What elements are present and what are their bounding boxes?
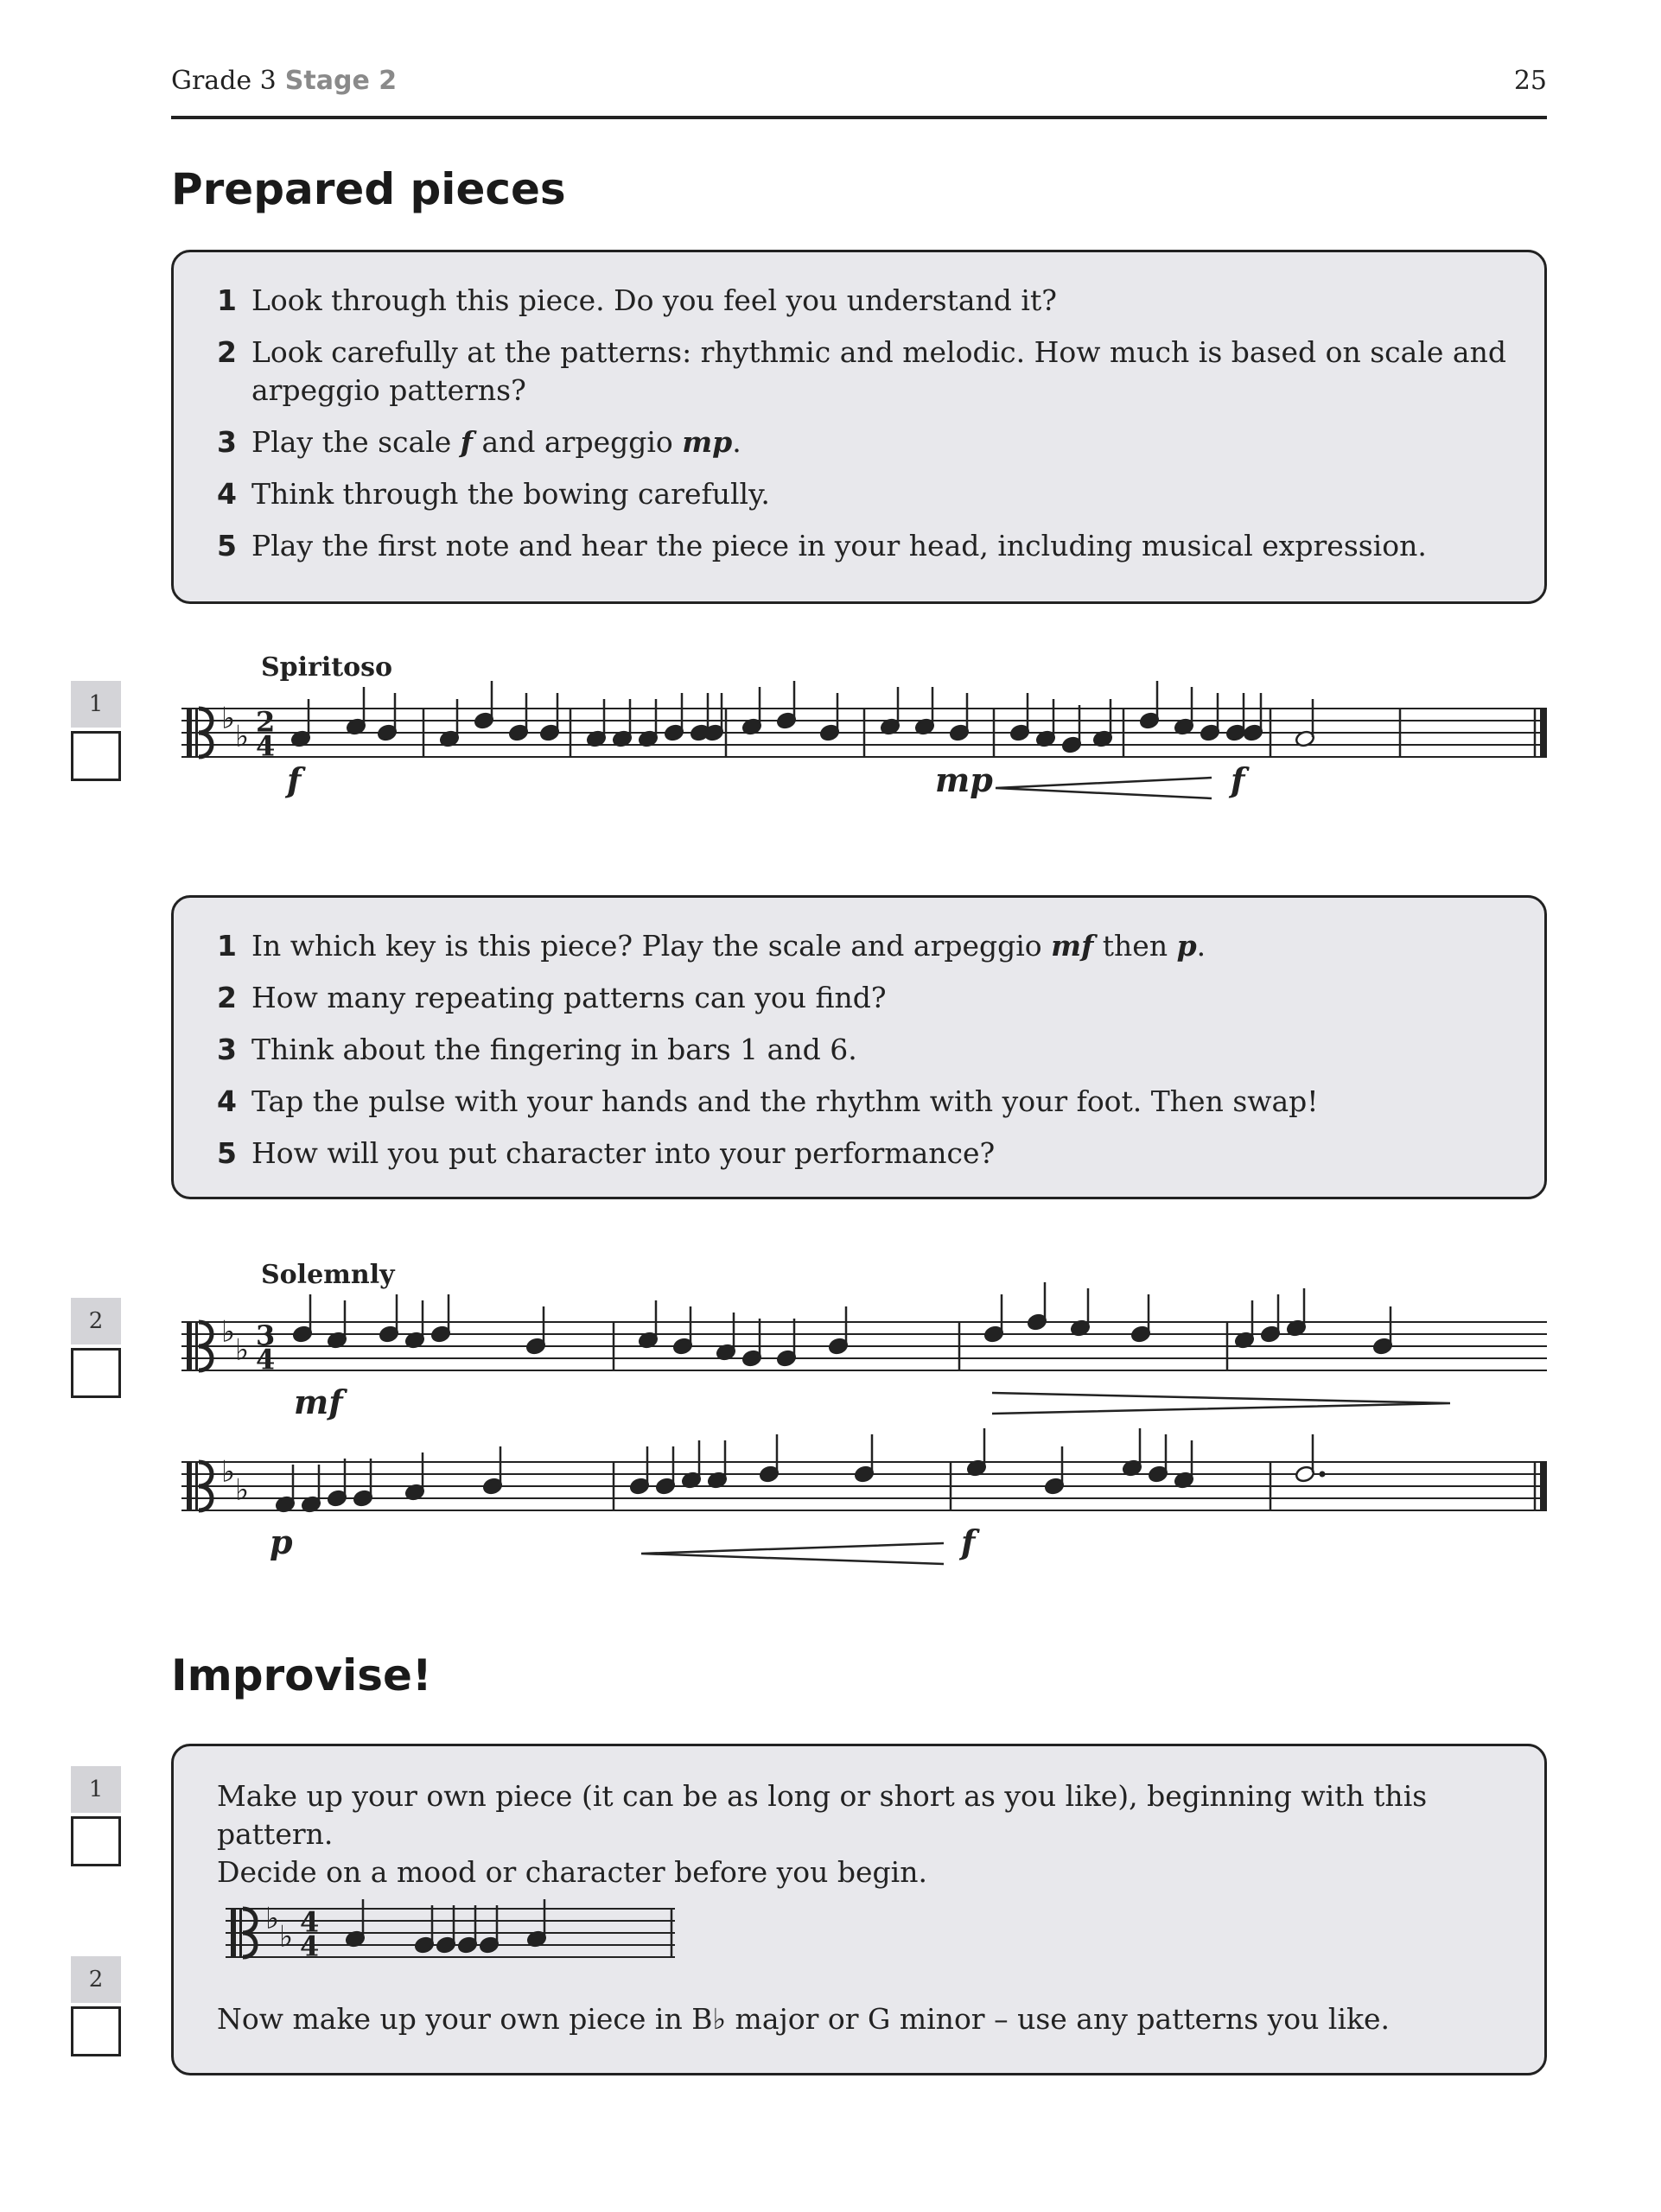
note [457,1905,478,1954]
dynamic-f-end: f [1231,760,1245,799]
tick-box[interactable] [71,2006,121,2056]
time-signature [300,1906,319,1963]
tab-number: 1 [71,1766,121,1813]
note [966,1428,987,1477]
piece-tab-2 [71,1298,121,1398]
svg-text:♭: ♭ [235,1332,250,1368]
note [345,1899,366,1948]
note [1044,1446,1065,1495]
item-text: In which key is this piece? Play the scale and arpeggio [251,929,1052,963]
dynamic-mark: f [460,425,473,459]
item-number: 1 [217,283,237,317]
note [1200,693,1220,741]
tab-number: 1 [71,681,121,728]
dynamic-mf: mf [294,1382,343,1421]
note [1372,1306,1393,1355]
note [638,699,659,747]
note [292,1294,313,1343]
dynamic-f-2: f [961,1522,976,1561]
item-text: Think through the bowing carefully. [251,477,770,511]
note [1234,1300,1255,1349]
dynamic-p: p [270,1522,293,1561]
note [1174,1440,1194,1489]
item-number: 4 [217,1084,237,1118]
note [1260,1294,1281,1343]
note [436,1905,456,1954]
note [1092,699,1113,747]
note [741,687,762,735]
tempo-marking-1: Spiritoso [261,652,393,683]
svg-text:4: 4 [256,729,276,763]
svg-text:♭: ♭ [235,1472,250,1508]
item-number: 2 [217,335,237,369]
note [1243,693,1263,741]
svg-text:♭: ♭ [235,719,250,754]
note [508,693,529,741]
note [759,1434,780,1483]
item-number: 5 [217,529,237,563]
instruction-item [174,475,1544,513]
note [346,687,366,735]
note [482,1446,503,1495]
note [327,1300,347,1349]
header-grade [171,66,397,96]
crescendo-hairpin-1 [996,776,1220,802]
note [880,687,901,735]
note [741,1319,762,1367]
note [1027,1282,1047,1331]
item-text: . [1196,929,1206,963]
svg-text:4: 4 [300,1929,320,1963]
note [1148,1434,1168,1483]
note [1035,699,1056,747]
improvise-text-1b: Decide on a mood or character before you begin. [217,1855,927,1889]
tab-number: 2 [71,1956,121,2003]
note [983,1294,1004,1343]
dynamic-mp: mp [935,760,993,799]
item-text: Look carefully at the patterns: rhythmic and melodic. How much is based on scale and arpeggio patterns? [251,335,1506,407]
note [404,1452,425,1501]
note [638,1300,659,1349]
item-number: 2 [217,981,237,1014]
note [819,693,840,741]
improvise-tab-2 [71,1956,121,2056]
improvise-box [171,1744,1547,2075]
note [1061,705,1082,753]
note [439,699,460,747]
note [1295,699,1315,747]
note [377,693,398,741]
page-header [171,62,1547,119]
music-staff-1 [181,691,1547,778]
instruction-item [174,927,1544,965]
note [703,693,724,741]
note [914,687,935,735]
instruction-box-1 [171,250,1547,604]
note [479,1905,500,1954]
improvise-text-1a: Make up your own piece (it can be as long or short as you like), beginning with this pattern. [217,1779,1428,1851]
note [430,1294,451,1343]
note [664,693,684,741]
item-text: Think about the fingering in bars 1 and 6. [251,1033,857,1066]
item-number: 3 [217,425,237,459]
page-number: 25 [1513,66,1547,96]
item-text: How will you put character into your performance? [251,1136,996,1170]
note [776,1319,797,1367]
dynamic-mark: mp [682,425,733,459]
diminuendo-hairpin [992,1391,1459,1417]
item-text: then [1093,929,1177,963]
improvise-text-2: Now make up your own piece in B♭ major or G minor – use any patterns you like. [217,2002,1391,2036]
piece-tab-1 [71,681,121,781]
note [949,693,970,741]
note [716,1313,736,1361]
note [1225,693,1246,741]
note [275,1465,296,1513]
instruction-list-1 [174,282,1544,565]
instruction-box-2 [171,895,1547,1199]
item-text: Play the first note and hear the piece in your head, including musical expression. [251,529,1427,563]
note [1130,1294,1151,1343]
dynamic-mark: p [1176,929,1197,963]
crescendo-hairpin-2 [641,1541,952,1567]
note [1295,1434,1325,1483]
tempo-marking-2: Solemnly [261,1260,395,1290]
item-text: How many repeating patterns can you find? [251,981,887,1014]
item-number: 1 [217,929,237,963]
note [539,693,560,741]
dynamic-f: f [287,760,302,799]
tick-box[interactable] [71,731,121,781]
section-heading-prepared: Prepared pieces [171,164,566,214]
note [828,1306,849,1355]
item-text: and arpeggio [472,425,683,459]
note [526,1899,547,1948]
note [776,681,797,729]
svg-text:♭: ♭ [265,1901,280,1936]
note [586,699,607,747]
improvise-tab-1 [71,1766,121,1866]
svg-text:4: 4 [300,1905,320,1939]
note [301,1465,321,1513]
note [1139,681,1160,729]
svg-text:4: 4 [256,1343,276,1376]
svg-text:♭: ♭ [221,701,236,736]
grade-label: Grade 3 [171,66,277,96]
item-number: 3 [217,1033,237,1066]
svg-text:♭: ♭ [221,1454,236,1490]
instruction-item [174,527,1544,565]
note [707,1440,728,1489]
instruction-item [174,423,1544,461]
note [290,699,311,747]
stage-label: Stage 2 [284,66,398,96]
note [1070,1288,1091,1337]
dynamic-mark: mf [1051,929,1094,963]
music-staff-2-line-1 [181,1305,1547,1391]
instruction-item [174,334,1544,410]
tick-box[interactable] [71,1348,121,1398]
note [681,1440,702,1489]
note [1009,693,1030,741]
time-signature [256,706,275,763]
svg-text:2: 2 [256,705,276,739]
item-text: . [732,425,741,459]
note [672,1306,693,1355]
tick-box[interactable] [71,1816,121,1866]
note [1286,1288,1307,1337]
note [474,681,494,729]
note [629,1446,650,1495]
note [327,1459,347,1507]
instruction-item [174,282,1544,320]
tab-number: 2 [71,1298,121,1344]
note [1122,1428,1142,1477]
instruction-item [174,1135,1544,1173]
item-text: Play the scale [251,425,461,459]
note [655,1446,676,1495]
note [353,1459,373,1507]
note [414,1905,435,1954]
section-heading-improvise: Improvise! [171,1650,432,1700]
note [854,1434,875,1483]
item-number: 4 [217,477,237,511]
note [612,699,633,747]
item-number: 5 [217,1136,237,1170]
note [379,1294,399,1343]
svg-text:3: 3 [256,1319,276,1352]
item-text: Tap the pulse with your hands and the rhythm with your foot. Then swap! [251,1084,1319,1118]
instruction-item [174,1083,1544,1121]
pattern-staff [226,1891,692,1978]
music-staff-2-line-2 [181,1445,1547,1531]
note [1174,687,1194,735]
svg-text:♭: ♭ [221,1314,236,1350]
note [525,1306,546,1355]
note [404,1300,425,1349]
item-text: Look through this piece. Do you feel you understand it? [251,283,1057,317]
instruction-list-2 [174,927,1544,1173]
instruction-item [174,979,1544,1017]
svg-text:♭: ♭ [279,1919,294,1955]
instruction-item [174,1031,1544,1069]
time-signature [256,1319,275,1376]
